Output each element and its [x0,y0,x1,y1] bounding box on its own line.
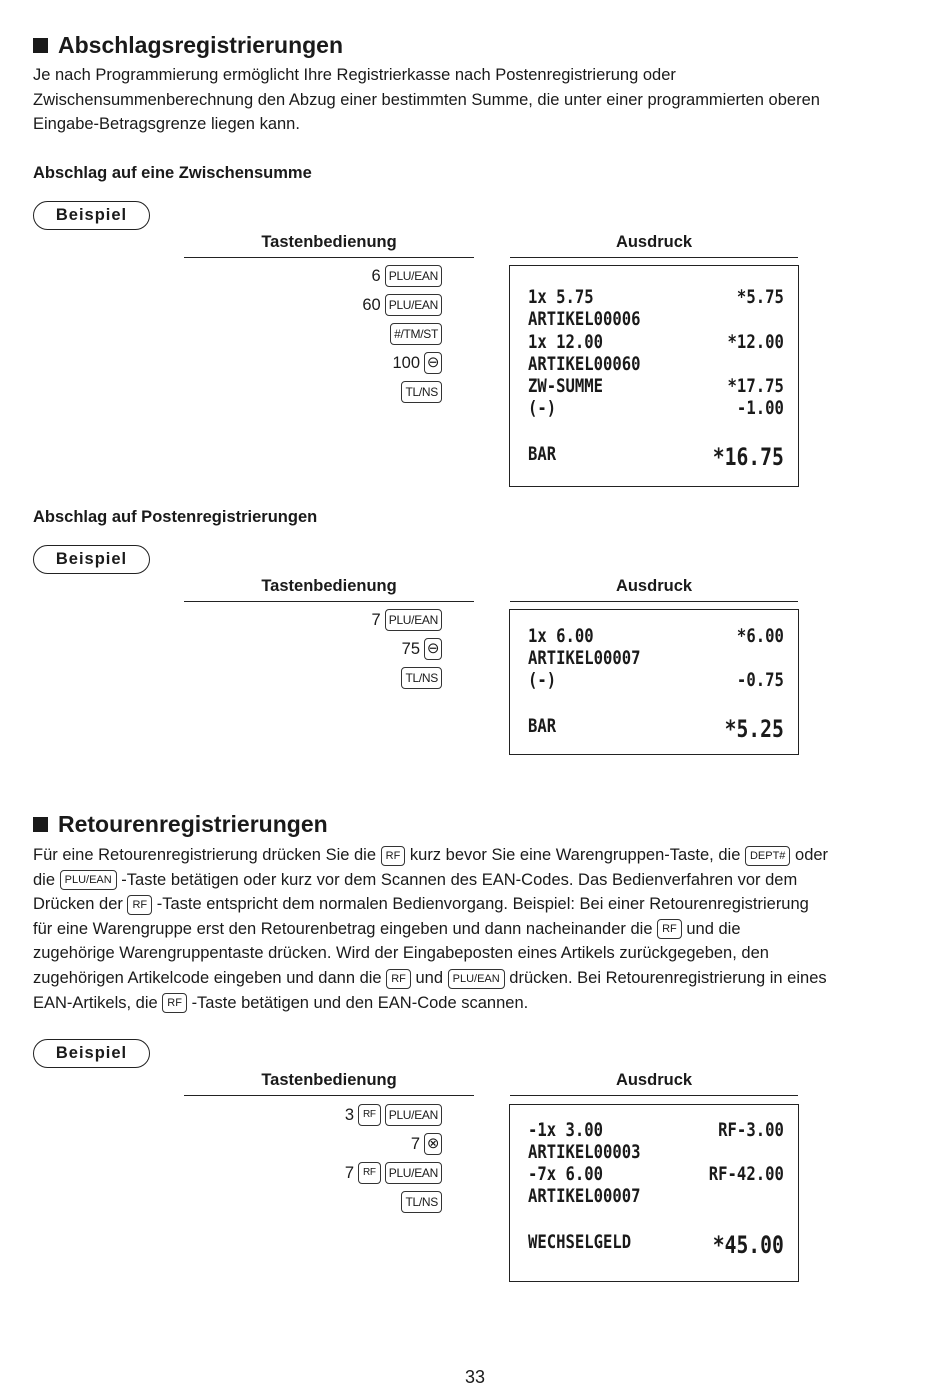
retouren-paragraph [33,843,933,1015]
text: Drücken der [33,895,123,914]
receipt-amount: *45.00 [712,1231,784,1259]
key-step [392,351,442,375]
key-rf-icon: RF [358,1162,381,1184]
entry-number: 75 [401,639,420,658]
divider [184,601,474,602]
divider [510,1095,798,1096]
divider [184,257,474,258]
key-step [401,380,442,404]
key-step [390,322,442,346]
para-line: zugehörige Warengruppentaste drücken. Wird der Eingabeposten eines Artikels zurückgegeben, den [33,944,769,963]
receipt-line [528,397,784,419]
receipt-line [528,1119,784,1141]
receipt-label: 1x 12.00 [528,331,604,353]
text: EAN-Artikels, die [33,993,158,1012]
key-plu-ean-icon: PLU/EAN [385,609,442,631]
text: und [415,968,444,987]
receipt-label: ZW-SUMME [528,375,604,397]
entry-number: 7 [344,1163,354,1182]
text: Für eine Retourenregistrierung drücken Sie die [33,846,377,864]
receipt-label: 1x 5.75 [528,286,594,308]
receipt-line [528,1141,784,1163]
para-line [33,966,933,991]
receipt-line [528,715,784,743]
minus-key-icon: ⊖ [424,352,442,374]
receipt-printout [509,265,799,487]
key-step [402,637,442,661]
key-plu-ean-icon: PLU/EAN [385,294,442,316]
receipt-line [528,625,784,647]
entry-number: 100 [392,353,420,372]
example-pill: Beispiel [33,545,150,574]
key-step [372,608,442,632]
entry-number: 3 [344,1105,354,1124]
key-sequence [182,264,442,414]
divider [510,257,798,258]
receipt-line [528,669,784,691]
key-step [372,264,442,288]
entry-number: 7 [410,1134,420,1153]
receipt-label: -7x 6.00 [528,1163,604,1185]
col-print-heading: Ausdruck [615,233,693,251]
plu-key-icon: PLU/EAN [448,969,505,989]
minus-key-icon: ⊖ [424,638,442,660]
key-step [411,1132,442,1156]
rf-key-icon: RF [162,993,187,1013]
intro-line: Eingabe-Betragsgrenze liegen kann. [33,115,300,133]
receipt-label: (-) [528,669,557,691]
receipt-label: ARTIKEL00006 [528,308,641,330]
text: drücken. Bei Retourenregistrierung in eines [509,968,827,987]
receipt-printout [509,609,799,755]
receipt-amount: -0.75 [736,669,784,691]
heading-text: Retourenregistrierungen [58,811,328,837]
col-keys-heading: Tastenbedienung [261,1071,397,1089]
key-step [345,1103,442,1127]
para-line [33,991,933,1016]
multiply-key-icon: ⊗ [424,1133,442,1155]
key-step [345,1161,442,1185]
receipt-line [528,375,784,397]
key-step [401,1190,442,1214]
text: -Taste entspricht dem normalen Bedienvorgang. Beispiel: Bei einer Retourenregistrierung [156,895,809,914]
key-sequence [182,1103,442,1223]
text: und die [686,919,741,938]
para-line [33,868,933,893]
receipt-amount: RF-3.00 [718,1119,784,1141]
example-pill: Beispiel [33,201,150,230]
receipt-line [528,1231,784,1259]
intro-paragraph [33,63,933,137]
text: zugehörigen Artikelcode eingeben und dann die [33,968,382,987]
key-plu-ean-icon: PLU/EAN [385,265,442,287]
col-keys-heading: Tastenbedienung [261,233,397,251]
receipt-printout [509,1104,799,1282]
key-tl-ns-icon: TL/NS [401,1191,442,1213]
key-plu-ean-icon: PLU/EAN [385,1104,442,1126]
receipt-amount: *16.75 [712,443,784,471]
key-sequence [182,608,442,698]
receipt-label: 1x 6.00 [528,625,594,647]
receipt-amount: *5.75 [736,286,784,308]
para-line [33,843,933,868]
text: die [33,870,56,889]
key-tl-ns-icon: TL/NS [401,667,442,689]
receipt-line [528,1185,784,1207]
key-step [401,666,442,690]
key-rf-icon: RF [358,1104,381,1126]
entry-number: 7 [371,610,381,629]
page-number: 33 [464,1367,486,1387]
plu-key-icon: PLU/EAN [60,870,117,890]
example1-subheading: Abschlag auf eine Zwischensumme [33,164,312,182]
receipt-line [528,308,784,330]
example2-subheading: Abschlag auf Postenregistrierungen [33,508,318,526]
text: -Taste betätigen und den EAN-Code scannen. [191,993,529,1012]
receipt-line [528,1163,784,1185]
receipt-line [528,286,784,308]
col-print-heading: Ausdruck [615,1071,693,1089]
intro-line: Zwischensummenberechnung den Abzug einer bestimmten Summe, die unter einer programmierten oberen [33,90,820,109]
dept-key-icon: DEPT# [745,846,790,866]
text: -Taste betätigen oder kurz vor dem Scannen des EAN-Codes. Das Bedienverfahren vor dem [121,870,798,889]
receipt-line [528,331,784,353]
text: für eine Warengruppe erst den Retourenbetrag eingeben und dann nacheinander die [33,919,653,938]
para-line [33,917,933,942]
section-heading-abschlag [33,32,343,59]
rf-key-icon: RF [127,895,152,915]
rf-key-icon: RF [386,969,411,989]
receipt-label: BAR [528,715,557,737]
receipt-label: ARTIKEL00007 [528,1185,641,1207]
key-step [362,293,442,317]
text: kurz bevor Sie eine Warengruppen-Taste, die [409,846,741,864]
key-plu-ean-icon: PLU/EAN [385,1162,442,1184]
receipt-label: BAR [528,443,557,465]
receipt-line [528,647,784,669]
receipt-label: (-) [528,397,557,419]
heading-text: Abschlagsregistrierungen [58,32,344,58]
entry-number: 60 [362,295,381,314]
rf-key-icon: RF [657,919,682,939]
entry-number: 6 [371,266,381,285]
square-bullet-icon [33,817,48,832]
receipt-label: WECHSELGELD [528,1231,632,1253]
intro-line: Je nach Programmierung ermöglicht Ihre Registrierkasse nach Postenregistrierung oder [33,66,676,84]
para-line [33,892,933,917]
receipt-line [528,353,784,375]
key--tm-st-icon: #/TM/ST [390,323,442,345]
col-keys-heading: Tastenbedienung [261,577,397,595]
receipt-amount: *5.25 [724,715,784,743]
divider [184,1095,474,1096]
receipt-amount: -1.00 [736,397,784,419]
receipt-label: -1x 3.00 [528,1119,604,1141]
divider [510,601,798,602]
receipt-amount: RF-42.00 [708,1163,784,1185]
receipt-line [528,443,784,471]
section-heading-retouren [33,811,328,838]
receipt-amount: *12.00 [727,331,784,353]
square-bullet-icon [33,38,48,53]
receipt-label: ARTIKEL00003 [528,1141,641,1163]
receipt-label: ARTIKEL00007 [528,647,641,669]
key-tl-ns-icon: TL/NS [401,381,442,403]
rf-key-icon: RF [381,846,406,866]
example-pill: Beispiel [33,1039,150,1068]
col-print-heading: Ausdruck [615,577,693,595]
receipt-amount: *17.75 [727,375,784,397]
receipt-label: ARTIKEL00060 [528,353,641,375]
receipt-amount: *6.00 [736,625,784,647]
text: oder [795,846,829,864]
